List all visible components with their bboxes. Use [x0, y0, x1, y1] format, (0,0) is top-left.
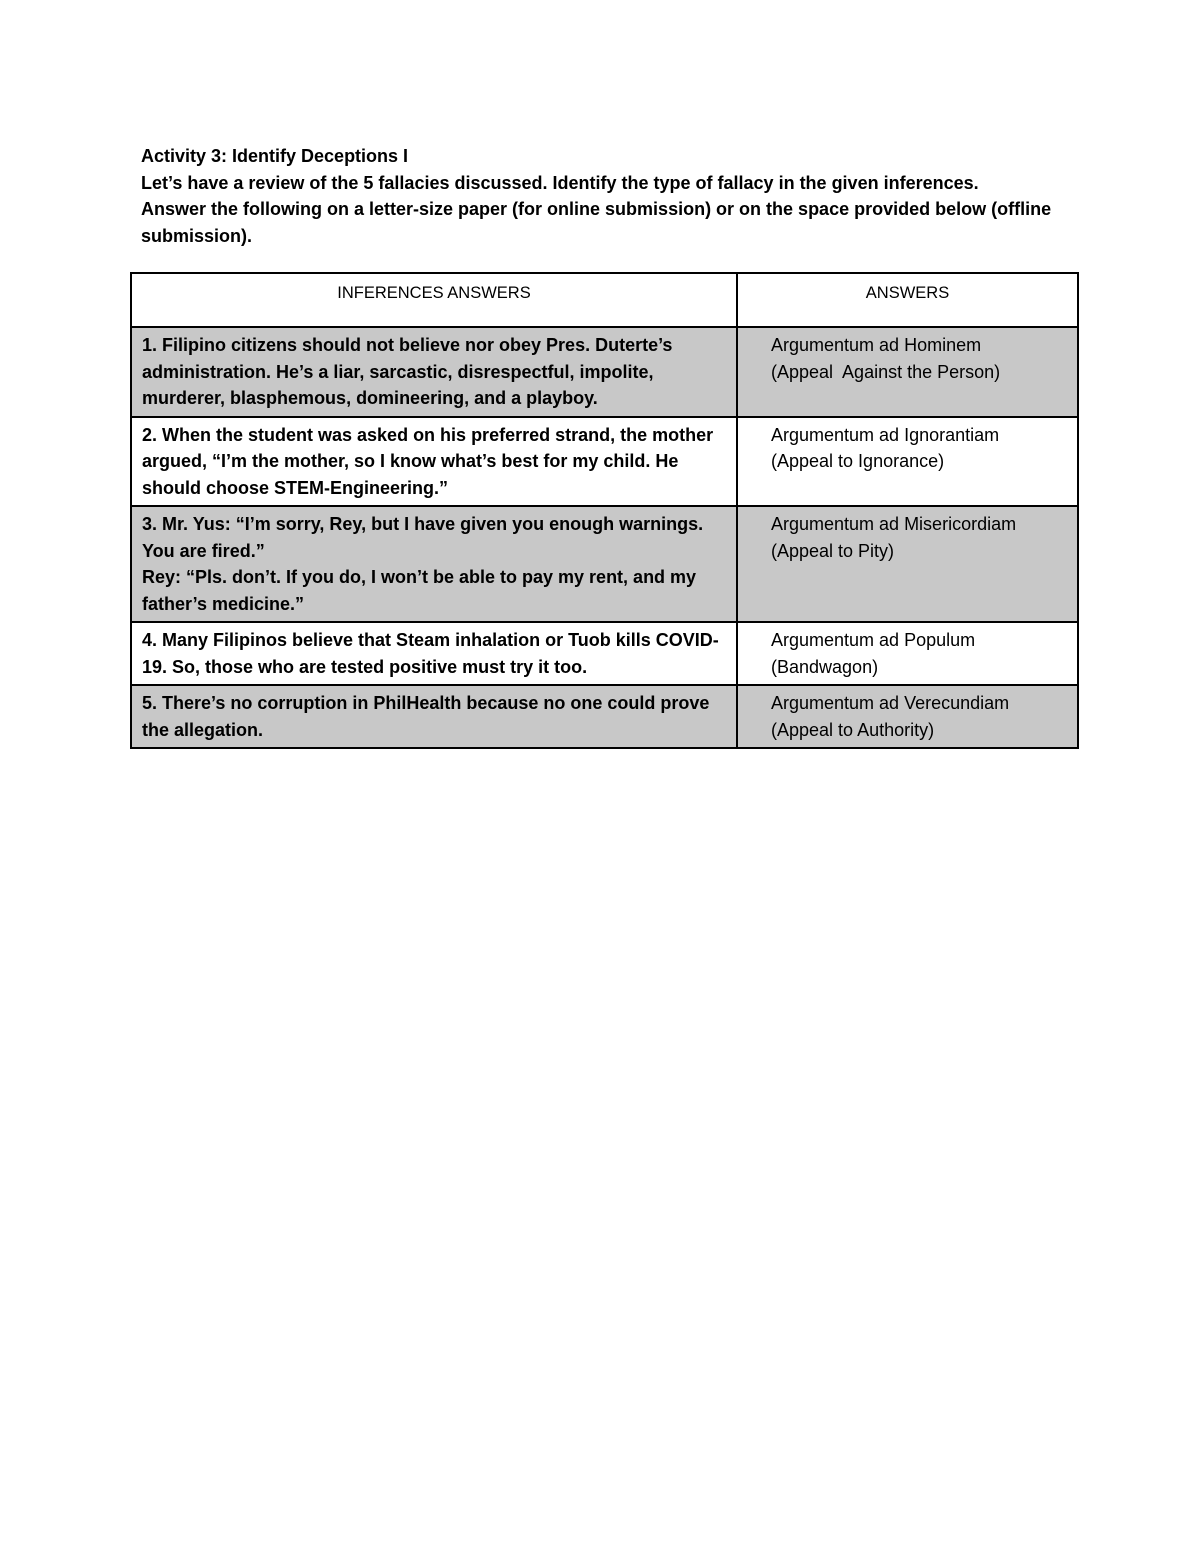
inference-cell: [131, 506, 737, 622]
activity-instruction-submission: Answer the following on a letter-size paper (for online submission) or on the space provided below (offline submission).: [141, 199, 1052, 246]
answer-cell: [737, 506, 1078, 622]
table-row: [131, 506, 1078, 622]
answer-fallacy-meaning: (Appeal Against the Person): [771, 361, 1001, 382]
answer-fallacy-meaning: (Bandwagon): [771, 656, 879, 677]
inference-cell: [131, 685, 737, 748]
header-inferences: INFERENCES ANSWERS: [131, 273, 737, 327]
answer-fallacy-name: Argumentum ad Ignorantiam: [771, 424, 1000, 445]
activity-title: Activity 3: Identify Deceptions I: [141, 146, 409, 166]
answer-fallacy-name: Argumentum ad Hominem: [771, 335, 982, 355]
inference-cell: [131, 622, 737, 685]
activity-intro: [141, 143, 1081, 249]
inference-cell: [131, 327, 737, 417]
answer-fallacy-meaning: (Appeal to Pity): [771, 540, 895, 561]
table-row: [131, 327, 1078, 417]
answer-cell: [737, 327, 1078, 417]
answer-cell: [737, 417, 1078, 507]
activity-instruction-review: Let’s have a review of the 5 fallacies discussed. Identify the type of fallacy in the given inferences.: [141, 172, 979, 193]
inference-text: 2. When the student was asked on his preferred strand, the mother argued, “I’m the mother, so I know what’s best for my child. He should choose STEM-Engineering.”: [142, 424, 714, 498]
table-header-row: [131, 273, 1078, 327]
inference-text-speaker-2: Rey: “Pls. don’t. If you do, I won’t be able to pay my rent, and my father’s medicine.”: [142, 567, 697, 614]
table-row: [131, 685, 1078, 748]
inference-cell: [131, 417, 737, 507]
answer-fallacy-name: Argumentum ad Verecundiam: [771, 693, 1010, 713]
answer-fallacy-name: Argumentum ad Misericordiam: [771, 514, 1017, 534]
inference-text: 5. There’s no corruption in PhilHealth because no one could prove the allegation.: [142, 693, 710, 740]
answer-fallacy-meaning: (Appeal to Ignorance): [771, 451, 945, 471]
inference-text: 4. Many Filipinos believe that Steam inhalation or Tuob kills COVID-19. So, those who are tested positive must try it too.: [142, 630, 719, 677]
inference-text-speaker-1: 3. Mr. Yus: “I’m sorry, Rey, but I have given you enough warnings. You are fired.”: [142, 514, 704, 561]
fallacy-table: [130, 272, 1079, 749]
table-row: [131, 417, 1078, 507]
answer-cell: [737, 622, 1078, 685]
answer-fallacy-name: Argumentum ad Populum: [771, 630, 976, 650]
inference-text: 1. Filipino citizens should not believe nor obey Pres. Duterte’s administration. He’s a liar, sarcastic, disrespectful, impolite, murderer, blasphemous, domineering, and a playboy.: [142, 335, 673, 408]
table-row: [131, 622, 1078, 685]
header-answers: ANSWERS: [737, 273, 1078, 327]
answer-fallacy-meaning: (Appeal to Authority): [771, 719, 935, 740]
answer-cell: [737, 685, 1078, 748]
